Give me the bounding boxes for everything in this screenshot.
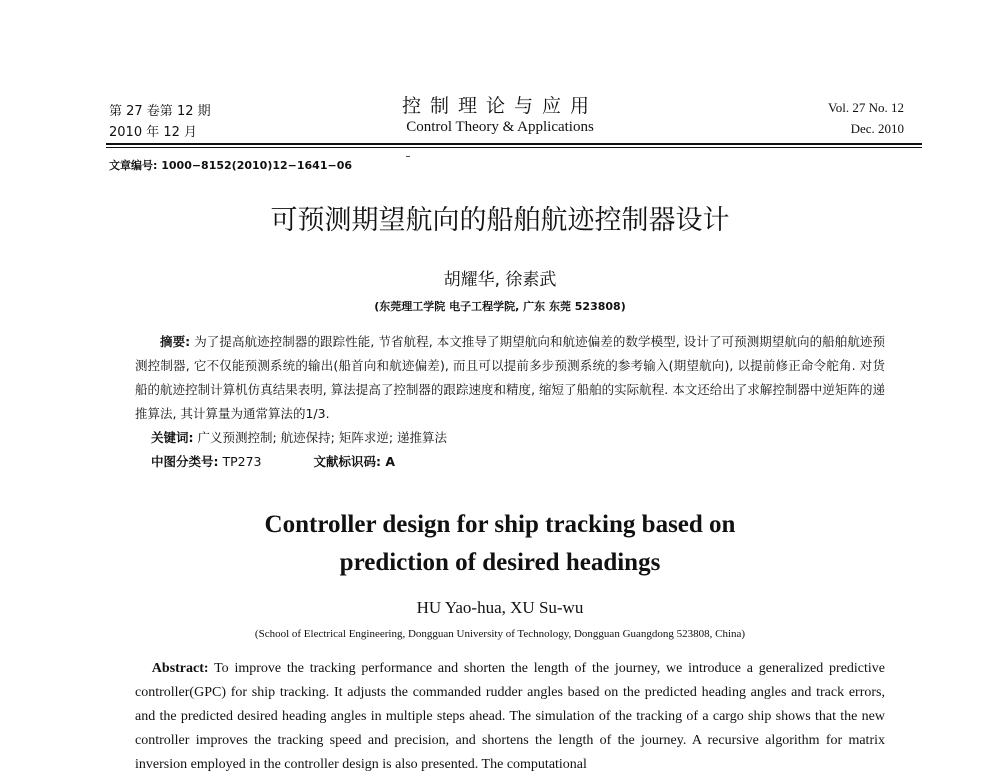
journal-name-cn: 控制理论与应用 — [401, 95, 598, 117]
paper-title-en-line2: prediction of desired headings — [339, 549, 661, 576]
doc-code-label-cn: 文献标识码: — [313, 454, 382, 469]
keywords-text-cn: 广义预测控制; 航迹保持; 矩阵求逆; 递推算法 — [193, 430, 448, 445]
header-rule-thick — [106, 143, 922, 145]
journal-name-en: Control Theory & Applications — [406, 119, 594, 135]
scan-speck — [406, 156, 410, 157]
article-number: 文章编号: 1000−8152(2010)12−1641−06 — [109, 159, 353, 172]
class-value-cn: TP273 — [218, 454, 262, 469]
paper-title-en-line1: Controller design for ship tracking based on — [264, 511, 736, 538]
abstract-text-cn: 为了提高航迹控制器的跟踪性能, 节省航程, 本文推导了期望航向和航迹偏差的数学模型, 设计了可预测期望航向的船舶航迹预测控制器, 它不仅能预测系统的输出(船首向和航迹偏差), 而且可以提前多步预测系统的参考输入(期望航向), 以提前修正命令舵角. 对货船的航迹控制计算机仿真结果表明, 算法提高了控制器的跟踪速度和精度, 缩短了船舶的实际航程. 本文还给出了求解控制器中逆矩阵的递推算法, 其计算量为通常算法的1/3. — [135, 334, 885, 421]
classification-cn — [151, 452, 395, 470]
authors-en: HU Yao-hua, XU Su-wu — [416, 598, 584, 617]
abstract-label-cn: 摘要: — [160, 334, 191, 349]
running-header-vol-en: Vol. 27 No. 12 — [828, 100, 904, 115]
abstract-label-en: Abstract: — [151, 661, 209, 676]
abstract-text-en: To improve the tracking performance and shorten the length of the journey, we introduce a generalized predictive controller(GPC) for ship tracking. It adjusts the commanded rudder angles based on the predicted heading angles and track errors, and the predicted desired heading angles in multiple steps ahead. The simulation of the tracking of a cargo ship shows that the new controller improves the tracking speed and precision, and shortens the length of the journey. A recursive algorithm for matrix inversion employed in the controller design is also presented. The computational — [135, 661, 885, 772]
header-rule-thin — [106, 147, 922, 148]
paper-title-cn: 可预测期望航向的船舶航迹控制器设计 — [270, 205, 730, 236]
abstract-cn — [135, 330, 885, 426]
keywords-cn — [151, 428, 447, 446]
abstract-en — [135, 657, 885, 777]
running-header-volume: 第 27 卷第 12 期 — [109, 104, 211, 119]
affiliation-en: (School of Electrical Engineering, Dongguan University of Technology, Dongguan Guangdong 523808, China) — [254, 628, 746, 640]
affiliation-cn: (东莞理工学院 电子工程学院, 广东 东莞 523808) — [374, 300, 626, 313]
class-label-cn: 中图分类号: — [151, 454, 219, 469]
keywords-label-cn: 关键词: — [151, 430, 194, 445]
doc-code-value-cn: A — [381, 454, 396, 469]
running-header-date-en: Dec. 2010 — [850, 121, 904, 136]
authors-cn: 胡耀华, 徐素武 — [443, 270, 557, 290]
running-header-date-cn: 2010 年 12 月 — [109, 125, 198, 140]
